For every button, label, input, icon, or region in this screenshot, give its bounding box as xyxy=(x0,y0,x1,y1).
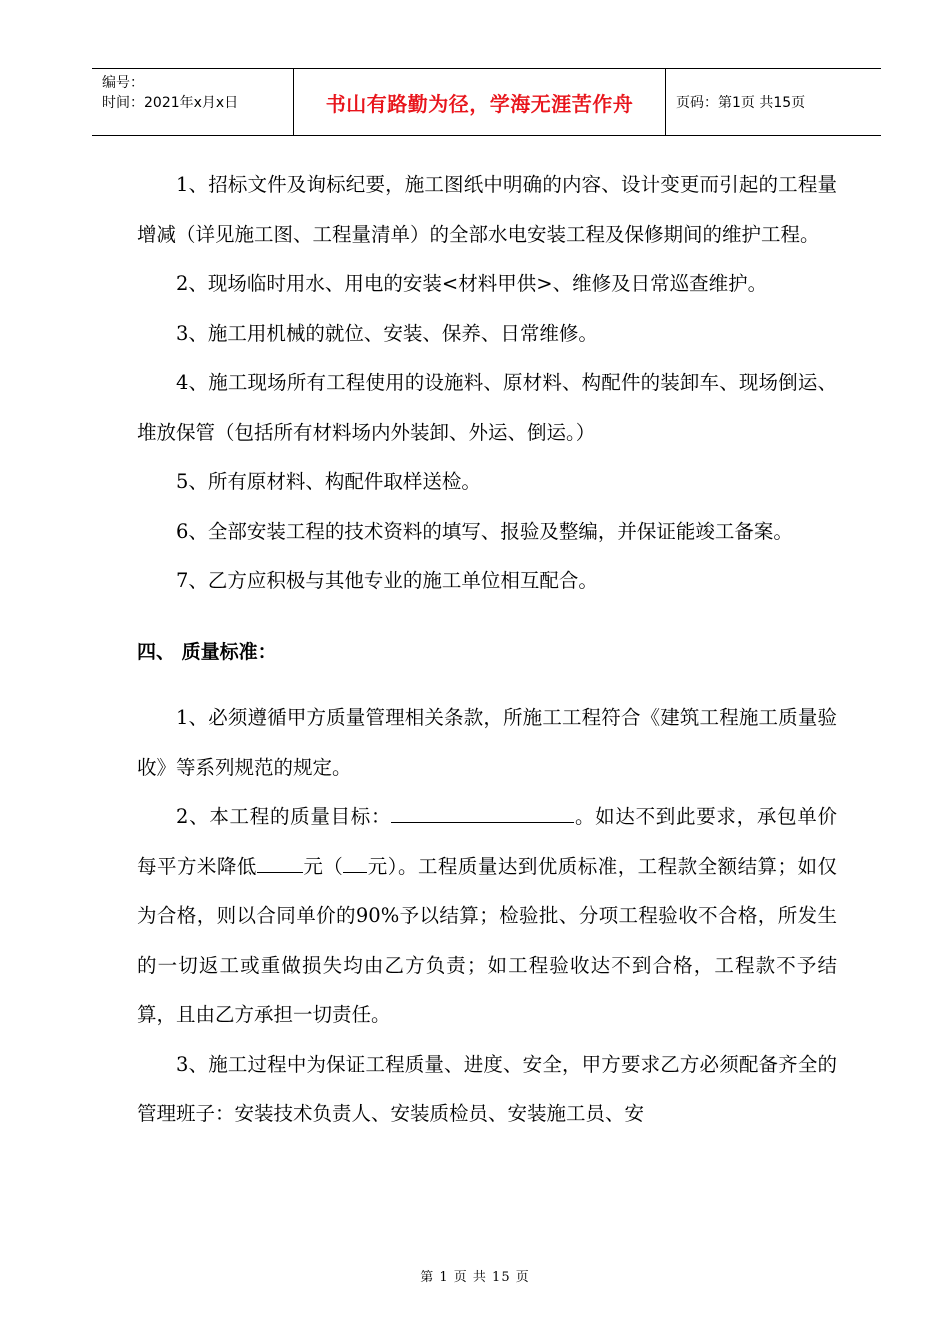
paragraph-3: 3、施工用机械的就位、安装、保养、日常维修。 xyxy=(176,321,598,345)
quality-paragraph-3: 3、施工过程中为保证工程质量、进度、安全，甲方要求乙方必须配备齐全的管理班子：安装技术负责人、安装质检员、安装施工员、安 xyxy=(137,1052,837,1125)
paragraph-7: 7、乙方应积极与其他专业的施工单位相互配合。 xyxy=(176,569,598,592)
header-motto: 书山有路勤为径，学海无涯苦作舟 xyxy=(294,69,666,135)
header-meta xyxy=(92,69,294,135)
time-label: 时间：2021年x月x日 xyxy=(102,95,239,111)
quality-reduction-text: 。如达不到此要求，承包单价每平方米降低 xyxy=(137,805,837,878)
fill-blank-amount xyxy=(257,852,303,873)
page-header xyxy=(92,68,881,136)
section-heading: 四、 质量标准： xyxy=(137,640,277,663)
header-page-label: 页码：第1页 共15页 xyxy=(676,95,806,111)
fill-blank-quality-target xyxy=(391,802,574,823)
serial-label: 编号： xyxy=(102,75,144,91)
page-footer: 第 1 页 共 15 页 xyxy=(420,1270,530,1285)
quality-settlement-text: 元）。工程质量达到优质标准，工程款全额结算；如仅为合格，则以合同单价的90%予以结算；检验批、分项工程验收不合格，所发生的一切返工或重做损失均由乙方负责；如工程验收达不到合格，工程款不予结算，且由乙方承担一切责任。 xyxy=(137,854,837,1026)
document-body xyxy=(137,160,837,1139)
paragraph-4: 4、施工现场所有工程使用的设施料、原材料、构配件的装卸车、现场倒运、堆放保管（包括所有材料场内外装卸、外运、倒运。） xyxy=(137,371,837,444)
paragraph-2: 2、现场临时用水、用电的安装<材料甲供>、维修及日常巡查维护。 xyxy=(176,272,768,295)
quality-target-label: 2、本工程的质量目标： xyxy=(176,805,392,828)
paragraph-6: 6、全部安装工程的技术资料的填写、报验及整编，并保证能竣工备案。 xyxy=(176,519,793,543)
quality-yuan-text: 元（ xyxy=(302,854,344,878)
paragraph-5: 5、所有原材料、构配件取样送检。 xyxy=(176,470,481,493)
quality-paragraph-1: 1、必须遵循甲方质量管理相关条款，所施工工程符合《建筑工程施工质量验收》等系列规范的规定。 xyxy=(137,706,837,779)
quality-paragraph-2 xyxy=(137,792,837,1040)
paragraph-1: 1、招标文件及询标纪要，施工图纸中明确的内容、设计变更而引起的工程量增减（详见施工图、工程量清单）的全部水电安装工程及保修期间的维护工程。 xyxy=(137,173,837,246)
fill-blank-amount-words xyxy=(343,852,367,873)
